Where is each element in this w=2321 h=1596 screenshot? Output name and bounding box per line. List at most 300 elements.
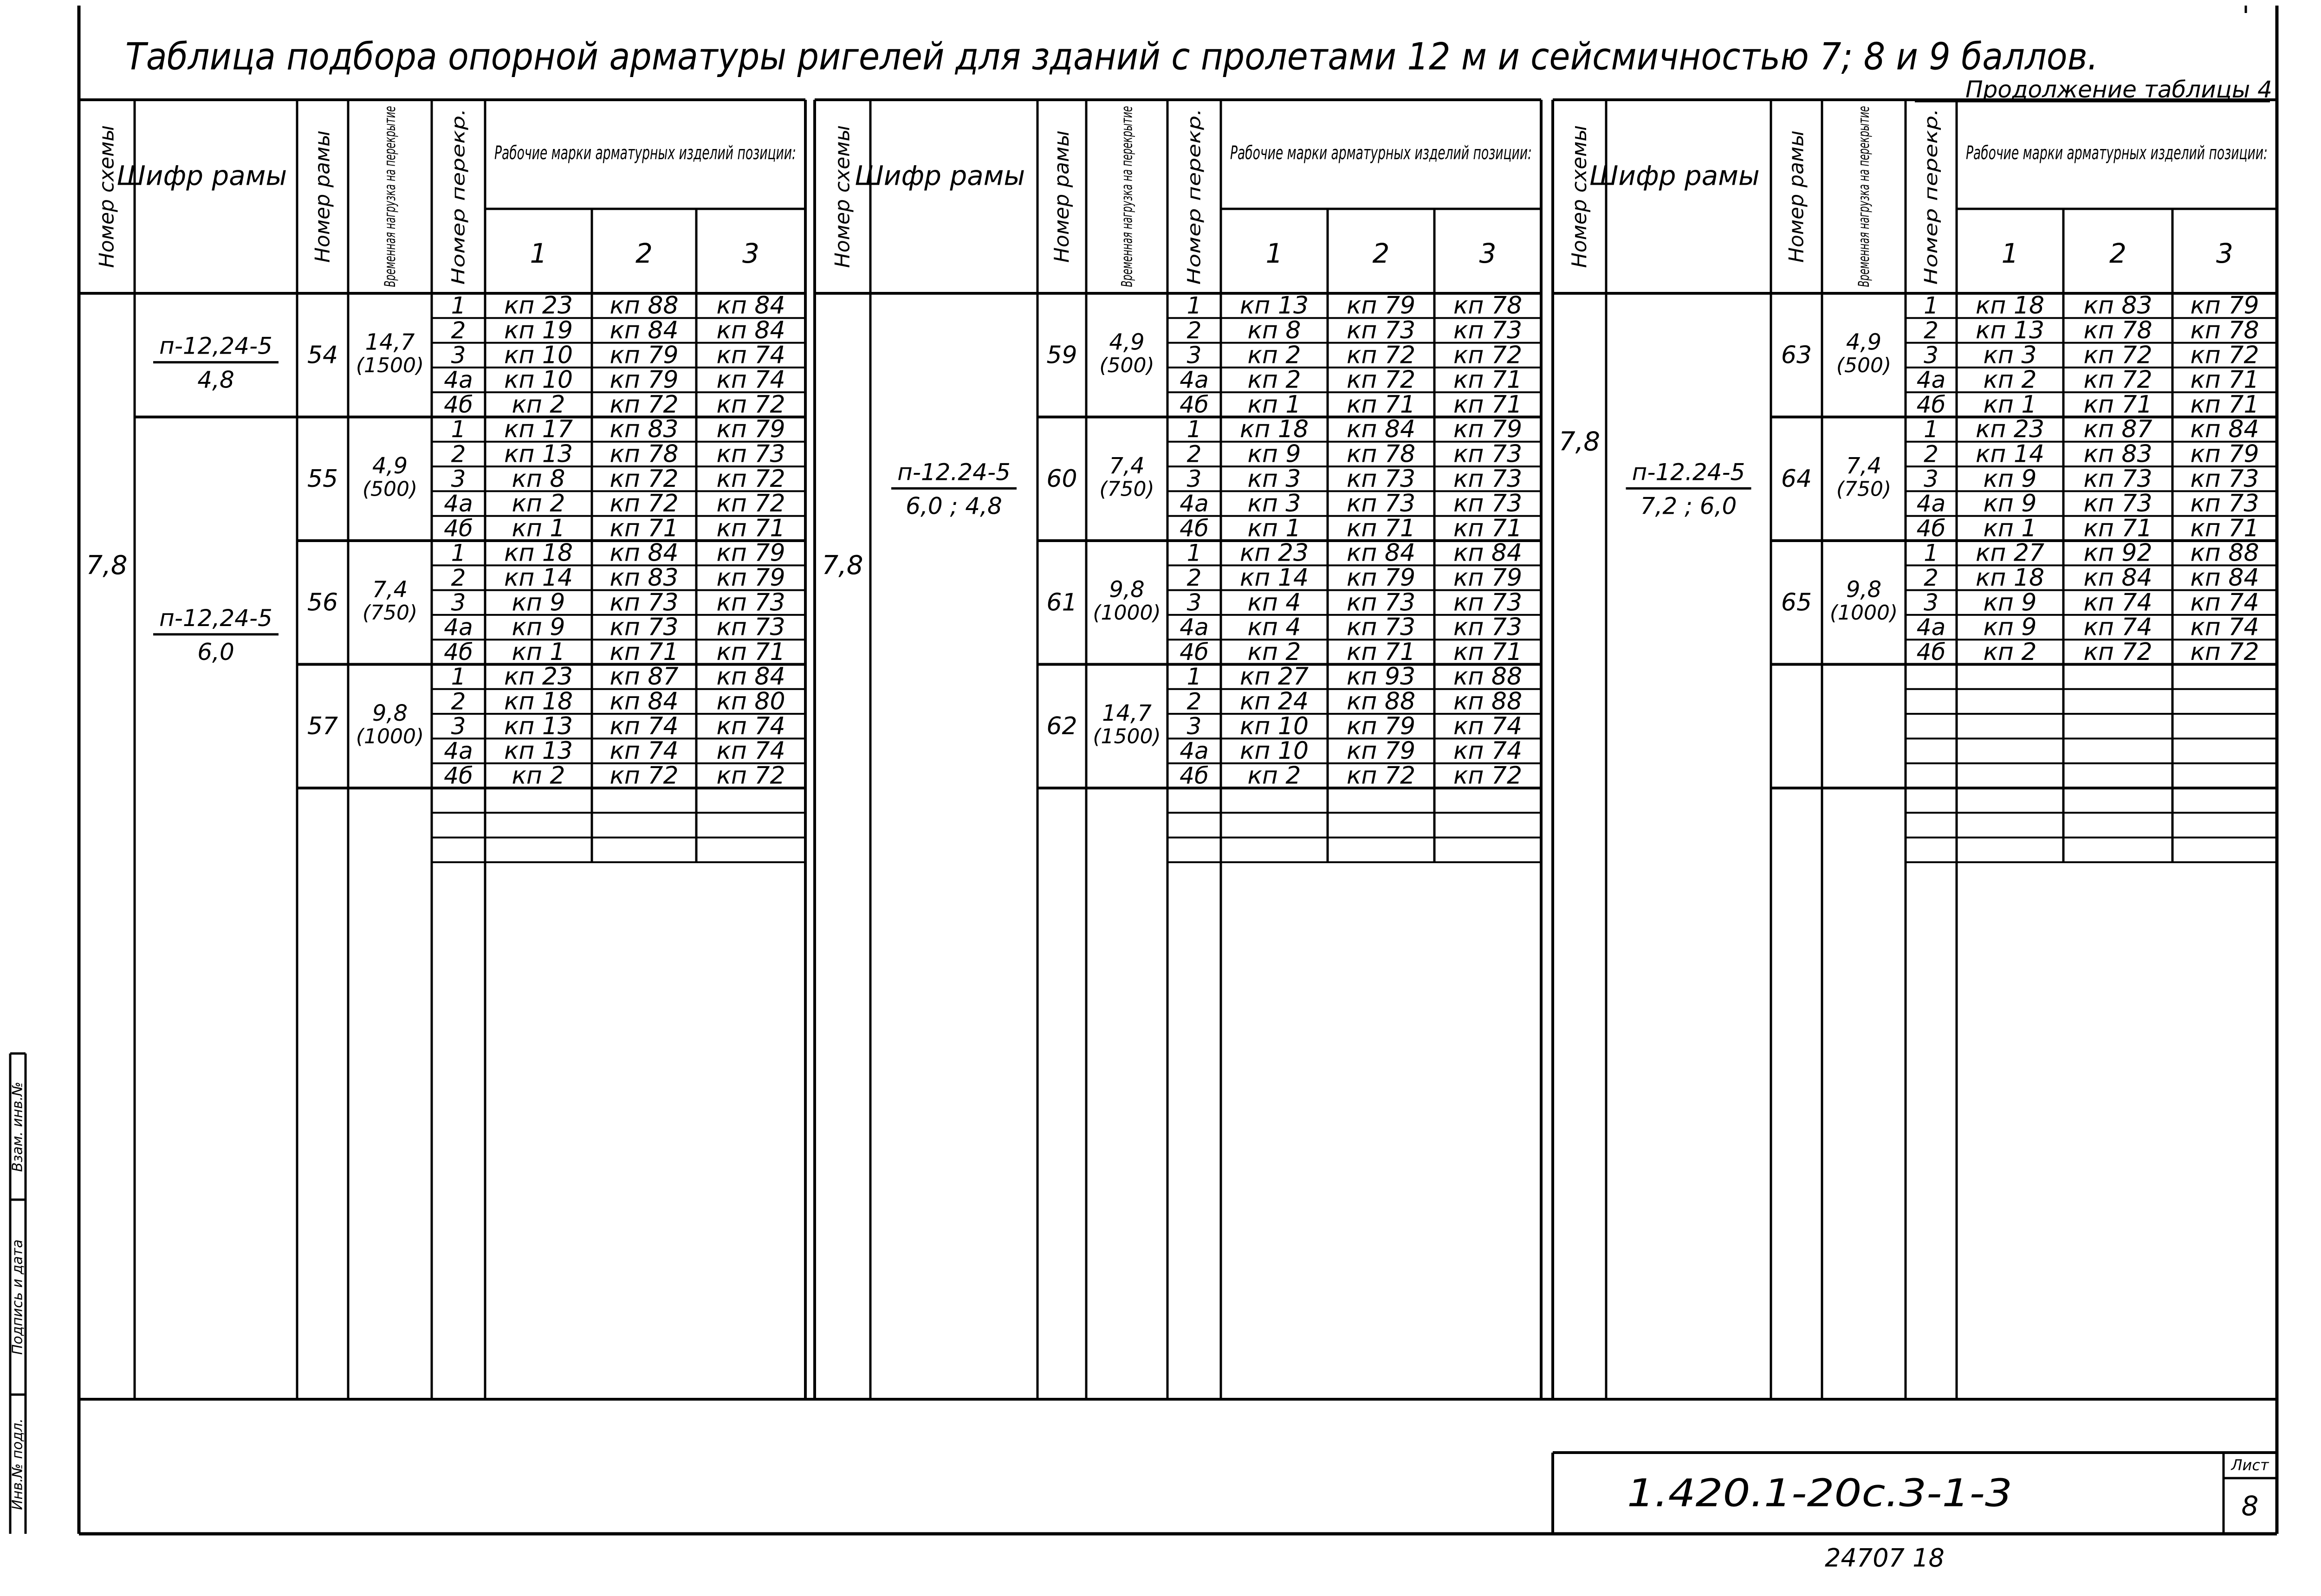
floor-label: 4б (1916, 391, 1946, 418)
header-temp-load: Временная нагрузка на перекрытие (1855, 1, 1873, 287)
mark-value: кп 83 (609, 563, 679, 592)
mark-value: кп 73 (2190, 465, 2259, 493)
load-value: 4,9 (1109, 329, 1145, 355)
frame-code-top: п-12.24-5 (897, 459, 1011, 486)
mark-value: кп 72 (609, 762, 679, 790)
mark-value: кп 14 (1975, 440, 2045, 468)
header-marks: Рабочие марки арматурных изделий позиции: (1966, 142, 2268, 164)
mark-value: кп 79 (1346, 712, 1416, 740)
frame-number: 65 (1781, 588, 1812, 617)
header-position-3: 3 (742, 238, 759, 269)
mark-value: кп 74 (2190, 613, 2259, 641)
header-frame-code: Шифр рамы (855, 160, 1025, 192)
mark-value: кп 73 (1453, 316, 1523, 344)
floor-label: 3 (1924, 465, 1938, 492)
load-value-kgf: (500) (362, 477, 418, 501)
sheet-number: 8 (2241, 1490, 2259, 1522)
floor-label: 2 (1186, 564, 1202, 591)
floor-label: 4а (1916, 490, 1946, 517)
mark-value: кп 84 (2190, 415, 2259, 444)
mark-value: кп 72 (2190, 638, 2259, 666)
mark-value: кп 74 (716, 712, 785, 740)
archive-number: 24707 18 (1825, 1543, 1945, 1573)
load-value: 7,4 (1109, 452, 1145, 479)
mark-value: кп 72 (609, 465, 679, 493)
floor-label: 1 (1186, 539, 1202, 567)
load-value-kgf: (1500) (356, 353, 424, 377)
mark-value: кп 13 (504, 737, 573, 765)
floor-label: 4а (444, 366, 473, 394)
floor-label: 4а (444, 614, 473, 641)
mark-value: кп 10 (1239, 737, 1309, 765)
header-floor-no: Номер перекр. (1184, 148, 1205, 285)
mark-value: кп 23 (1975, 415, 2045, 444)
floor-label: 3 (1924, 342, 1938, 369)
mark-value: кп 73 (1453, 440, 1523, 468)
sheet-label: Лист (2231, 1456, 2269, 1474)
floor-label: 3 (451, 589, 466, 616)
mark-value: кп 74 (2190, 588, 2259, 617)
mark-value: кп 71 (716, 638, 785, 666)
mark-value: кп 8 (512, 465, 565, 493)
mark-value: кп 72 (716, 490, 785, 518)
mark-value: кп 71 (2083, 390, 2152, 419)
mark-value: кп 84 (716, 291, 785, 320)
mark-value: кп 84 (2190, 563, 2259, 592)
mark-value: кп 73 (2083, 465, 2152, 493)
load-value: 7,4 (372, 576, 408, 603)
frame-number: 55 (307, 465, 338, 493)
mark-value: кп 9 (1247, 440, 1301, 468)
mark-value: кп 8 (1247, 316, 1301, 344)
load-value-kgf: (1500) (1093, 724, 1161, 749)
scheme-number: 7,8 (822, 550, 863, 581)
floor-label: 4а (444, 490, 473, 517)
mark-value: кп 2 (1247, 762, 1301, 790)
header-position-1: 1 (530, 238, 547, 269)
floor-label: 1 (1924, 416, 1938, 443)
mark-value: кп 1 (1983, 514, 2037, 543)
mark-value: кп 72 (2190, 341, 2259, 369)
mark-value: кп 3 (1247, 490, 1301, 518)
frame-number: 62 (1046, 712, 1077, 740)
mark-value: кп 2 (1983, 638, 2037, 666)
mark-value: кп 18 (1975, 563, 2045, 592)
frame-number: 60 (1046, 465, 1077, 493)
floor-label: 4а (1180, 366, 1209, 394)
floor-label: 3 (1186, 342, 1202, 369)
mark-value: кп 72 (1453, 762, 1523, 790)
load-value: 9,8 (372, 700, 408, 726)
mark-value: кп 13 (1239, 291, 1309, 320)
mark-value: кп 9 (1983, 490, 2037, 518)
mark-value: кп 84 (1346, 415, 1416, 444)
floor-label: 1 (451, 663, 466, 691)
load-value: 4,9 (1846, 329, 1882, 355)
floor-label: 4а (1916, 366, 1946, 394)
floor-label: 2 (451, 440, 466, 468)
floor-label: 3 (451, 712, 466, 740)
mark-value: кп 27 (1975, 539, 2045, 567)
frame-number: 61 (1046, 588, 1077, 617)
floor-label: 1 (1186, 292, 1202, 319)
mark-value: кп 1 (1247, 514, 1301, 543)
mark-value: кп 73 (609, 613, 679, 641)
frame-number: 54 (307, 341, 338, 369)
mark-value: кп 83 (609, 415, 679, 444)
mark-value: кп 74 (1453, 712, 1523, 740)
header-floor-no: Номер перекр. (1921, 148, 1941, 285)
load-value-kgf: (1000) (1093, 601, 1161, 625)
mark-value: кп 84 (609, 687, 679, 716)
header-scheme-no: Номер схемы (95, 125, 119, 268)
frame-code-bottom: 4,8 (197, 366, 234, 394)
mark-value: кп 9 (1983, 613, 2037, 641)
mark-value: кп 73 (1346, 465, 1416, 493)
mark-value: кп 80 (716, 687, 785, 716)
mark-value: кп 79 (609, 366, 679, 394)
floor-label: 2 (1186, 440, 1202, 468)
floor-label: 3 (1186, 712, 1202, 740)
mark-value: кп 4 (1247, 588, 1301, 617)
mark-value: кп 18 (1239, 415, 1309, 444)
mark-value: кп 18 (504, 539, 573, 567)
mark-value: кп 9 (1983, 588, 2037, 617)
floor-label: 3 (1186, 589, 1202, 616)
mark-value: кп 79 (1453, 415, 1523, 444)
mark-value: кп 78 (2190, 316, 2259, 344)
mark-value: кп 71 (609, 514, 679, 543)
mark-value: кп 79 (716, 563, 785, 592)
frame-number: 57 (307, 712, 338, 740)
mark-value: кп 73 (2190, 490, 2259, 518)
mark-value: кп 93 (1346, 663, 1416, 691)
mark-value: кп 73 (1453, 588, 1523, 617)
frame-code-top: п-12,24-5 (159, 332, 272, 360)
mark-value: кп 84 (1346, 539, 1416, 567)
floor-label: 2 (1186, 317, 1202, 344)
mark-value: кп 79 (2190, 291, 2259, 320)
header-position-1: 1 (1265, 238, 1283, 269)
mark-value: кп 71 (1453, 390, 1523, 419)
floor-label: 4а (1180, 737, 1209, 765)
mark-value: кп 3 (1247, 465, 1301, 493)
mark-value: кп 71 (2190, 366, 2259, 394)
mark-value: кп 72 (609, 390, 679, 419)
mark-value: кп 87 (609, 663, 679, 691)
floor-label: 2 (1924, 317, 1938, 344)
mark-value: кп 1 (512, 514, 565, 543)
mark-value: кп 2 (512, 390, 565, 419)
header-frame-code: Шифр рамы (117, 160, 287, 192)
mark-value: кп 72 (1346, 341, 1416, 369)
frame-code-top: п-12.24-5 (1632, 459, 1745, 486)
header-scheme-no: Номер схемы (830, 125, 855, 268)
mark-value: кп 79 (1346, 737, 1416, 765)
mark-value: кп 79 (716, 539, 785, 567)
header-floor-no: Номер перекр. (448, 148, 469, 285)
mark-value: кп 73 (1346, 316, 1416, 344)
floor-label: 4б (444, 638, 473, 666)
frame-number: 59 (1046, 341, 1077, 369)
mark-value: кп 73 (716, 440, 785, 468)
mark-value: кп 13 (504, 712, 573, 740)
mark-value: кп 79 (1346, 291, 1416, 320)
header-position-2: 2 (1372, 238, 1390, 269)
mark-value: кп 79 (716, 415, 785, 444)
mark-value: кп 10 (504, 341, 573, 369)
mark-value: кп 13 (1975, 316, 2045, 344)
floor-label: 4б (444, 762, 473, 789)
header-position-3: 3 (2216, 238, 2233, 269)
mark-value: кп 72 (716, 465, 785, 493)
mark-value: кп 73 (1346, 613, 1416, 641)
mark-value: кп 1 (1983, 390, 2037, 419)
mark-value: кп 71 (2190, 514, 2259, 543)
mark-value: кп 72 (1346, 366, 1416, 394)
floor-label: 4б (1180, 762, 1209, 789)
mark-value: кп 73 (1453, 465, 1523, 493)
floor-label: 1 (1186, 416, 1202, 443)
header-frame-no: Номер рамы (1050, 130, 1074, 263)
mark-value: кп 92 (2083, 539, 2152, 567)
mark-value: кп 88 (1346, 687, 1416, 716)
mark-value: кп 78 (1453, 291, 1523, 320)
mark-value: кп 72 (1453, 341, 1523, 369)
mark-value: кп 71 (1346, 638, 1416, 666)
mark-value: кп 72 (2083, 341, 2152, 369)
floor-label: 1 (451, 539, 466, 567)
mark-value: кп 2 (1247, 638, 1301, 666)
mark-value: кп 73 (1453, 613, 1523, 641)
mark-value: кп 9 (512, 613, 565, 641)
load-value: 14,7 (365, 329, 415, 355)
mark-value: кп 71 (716, 514, 785, 543)
header-temp-load: Временная нагрузка на перекрытие (1118, 1, 1136, 287)
mark-value: кп 14 (1239, 563, 1309, 592)
mark-value: кп 74 (609, 737, 679, 765)
load-value: 4,9 (372, 452, 408, 479)
mark-value: кп 88 (609, 291, 679, 320)
mark-value: кп 72 (2083, 366, 2152, 394)
mark-value: кп 27 (1239, 663, 1309, 691)
mark-value: кп 73 (1453, 490, 1523, 518)
mark-value: кп 83 (2083, 291, 2152, 320)
mark-value: кп 78 (1346, 440, 1416, 468)
mark-value: кп 10 (504, 366, 573, 394)
mark-value: кп 84 (2083, 563, 2152, 592)
mark-value: кп 73 (1346, 490, 1416, 518)
header-position-2: 2 (2109, 238, 2127, 269)
mark-value: кп 18 (1975, 291, 2045, 320)
floor-label: 4б (444, 515, 473, 542)
stamp-replaced-inv: Взам. инв.№ (9, 1081, 26, 1172)
floor-label: 4б (1180, 638, 1209, 666)
mark-value: кп 17 (504, 415, 573, 444)
floor-label: 4б (1180, 391, 1209, 418)
frame-code-bottom: 6,0 ; 4,8 (906, 492, 1002, 520)
floor-label: 3 (1186, 465, 1202, 492)
mark-value: кп 18 (504, 687, 573, 716)
floor-label: 2 (451, 317, 466, 344)
floor-label: 2 (1924, 440, 1938, 468)
mark-value: кп 72 (1346, 762, 1416, 790)
load-value-kgf: (1000) (356, 724, 424, 749)
mark-value: кп 23 (504, 663, 573, 691)
mark-value: кп 9 (512, 588, 565, 617)
floor-label: 3 (451, 465, 466, 492)
document-code: 1.420.1-20с.3-1-3 (1627, 1471, 2012, 1516)
mark-value: кп 71 (1346, 390, 1416, 419)
mark-value: кп 78 (2083, 316, 2152, 344)
mark-value: кп 14 (504, 563, 573, 592)
continuation-label: Продолжение таблицы 4 (1965, 76, 2272, 103)
stamp-signature-date: Подпись и дата (9, 1239, 26, 1355)
header-scheme-no: Номер схемы (1568, 125, 1591, 268)
scheme-number: 7,8 (1558, 426, 1601, 457)
mark-value: кп 84 (1453, 539, 1523, 567)
mark-value: кп 4 (1247, 613, 1301, 641)
mark-value: кп 23 (504, 291, 573, 320)
mark-value: кп 78 (609, 440, 679, 468)
floor-label: 1 (451, 416, 466, 443)
floor-label: 4а (444, 737, 473, 765)
mark-value: кп 88 (1453, 663, 1523, 691)
load-value: 9,8 (1846, 576, 1882, 603)
load-value-kgf: (750) (362, 601, 418, 625)
mark-value: кп 88 (1453, 687, 1523, 716)
load-value-kgf: (1000) (1829, 601, 1898, 625)
mark-value: кп 72 (716, 390, 785, 419)
mark-value: кп 87 (2083, 415, 2152, 444)
header-position-2: 2 (635, 238, 653, 269)
header-position-1: 1 (2001, 238, 2019, 269)
header-frame-no: Номер рамы (1784, 130, 1809, 263)
floor-label: 4б (1916, 515, 1946, 542)
mark-value: кп 79 (1453, 563, 1523, 592)
stamp-inv-no: Инв.№ подл. (9, 1418, 26, 1510)
floor-label: 4б (1180, 515, 1209, 542)
mark-value: кп 71 (2190, 390, 2259, 419)
mark-value: кп 74 (1453, 737, 1523, 765)
mark-value: кп 73 (2083, 490, 2152, 518)
mark-value: кп 19 (504, 316, 573, 344)
mark-value: кп 79 (609, 341, 679, 369)
load-value-kgf: (500) (1099, 353, 1154, 377)
mark-value: кп 13 (504, 440, 573, 468)
mark-value: кп 23 (1239, 539, 1309, 567)
header-marks: Рабочие марки арматурных изделий позиции: (1230, 142, 1532, 164)
mark-value: кп 71 (2083, 514, 2152, 543)
mark-value: кп 24 (1239, 687, 1309, 716)
mark-value: кп 73 (609, 588, 679, 617)
scheme-number: 7,8 (86, 550, 128, 581)
mark-value: кп 2 (1247, 341, 1301, 369)
frame-code-top: п-12,24-5 (159, 604, 272, 632)
mark-value: кп 88 (2190, 539, 2259, 567)
mark-value: кп 3 (1983, 341, 2037, 369)
mark-value: кп 74 (609, 712, 679, 740)
header-position-3: 3 (1479, 238, 1497, 269)
floor-label: 4а (1180, 490, 1209, 517)
mark-value: кп 2 (512, 490, 565, 518)
mark-value: кп 73 (716, 588, 785, 617)
mark-value: кп 74 (716, 737, 785, 765)
header-frame-code: Шифр рамы (1589, 160, 1760, 192)
header-frame-no: Номер рамы (311, 130, 335, 263)
floor-label: 2 (1924, 564, 1938, 591)
mark-value: кп 84 (609, 316, 679, 344)
mark-value: кп 84 (609, 539, 679, 567)
floor-label: 4а (1916, 614, 1946, 641)
floor-label: 1 (1924, 292, 1938, 319)
mark-value: кп 79 (2190, 440, 2259, 468)
load-value: 14,7 (1102, 700, 1152, 726)
mark-value: кп 74 (2083, 613, 2152, 641)
mark-value: кп 73 (1346, 588, 1416, 617)
load-value-kgf: (750) (1836, 477, 1892, 501)
mark-value: кп 1 (512, 638, 565, 666)
floor-label: 2 (451, 564, 466, 591)
floor-label: 4б (1916, 638, 1946, 666)
mark-value: кп 2 (1983, 366, 2037, 394)
table-title: Таблица подбора опорной арматуры ригелей для зданий с пролетами 12 м и сейсмичностью 7; 8 и 9 баллов. (125, 35, 2098, 78)
mark-value: кп 79 (1346, 563, 1416, 592)
mark-value: кп 74 (2083, 588, 2152, 617)
mark-value: кп 84 (716, 663, 785, 691)
floor-label: 1 (1186, 663, 1202, 691)
mark-value: кп 83 (2083, 440, 2152, 468)
load-value-kgf: (500) (1836, 353, 1892, 377)
floor-label: 2 (451, 688, 466, 715)
floor-label: 4а (1180, 614, 1209, 641)
mark-value: кп 72 (609, 490, 679, 518)
mark-value: кп 84 (716, 316, 785, 344)
header-marks: Рабочие марки арматурных изделий позиции: (494, 142, 796, 164)
header-temp-load: Временная нагрузка на перекрытие (381, 1, 399, 287)
load-value: 7,4 (1846, 452, 1882, 479)
mark-value: кп 2 (1247, 366, 1301, 394)
frame-code-bottom: 7,2 ; 6,0 (1640, 492, 1737, 520)
frame-number: 63 (1781, 341, 1812, 369)
mark-value: кп 71 (1453, 366, 1523, 394)
mark-value: кп 74 (716, 366, 785, 394)
floor-label: 3 (451, 342, 466, 369)
mark-value: кп 71 (609, 638, 679, 666)
floor-label: 1 (1924, 539, 1938, 567)
frame-code-bottom: 6,0 (197, 638, 234, 666)
mark-value: кп 2 (512, 762, 565, 790)
mark-value: кп 9 (1983, 465, 2037, 493)
mark-value: кп 71 (1346, 514, 1416, 543)
mark-value: кп 72 (2083, 638, 2152, 666)
floor-label: 1 (451, 292, 466, 319)
mark-value: кп 73 (716, 613, 785, 641)
floor-label: 4б (444, 391, 473, 418)
frame-number: 64 (1781, 465, 1812, 493)
mark-value: кп 71 (1453, 638, 1523, 666)
floor-label: 3 (1924, 589, 1938, 616)
mark-value: кп 71 (1453, 514, 1523, 543)
mark-value: кп 10 (1239, 712, 1309, 740)
mark-value: кп 1 (1247, 390, 1301, 419)
load-value-kgf: (750) (1099, 477, 1154, 501)
mark-value: кп 74 (716, 341, 785, 369)
load-value: 9,8 (1109, 576, 1145, 603)
mark-value: кп 72 (716, 762, 785, 790)
floor-label: 2 (1186, 688, 1202, 715)
frame-number: 56 (307, 588, 338, 617)
